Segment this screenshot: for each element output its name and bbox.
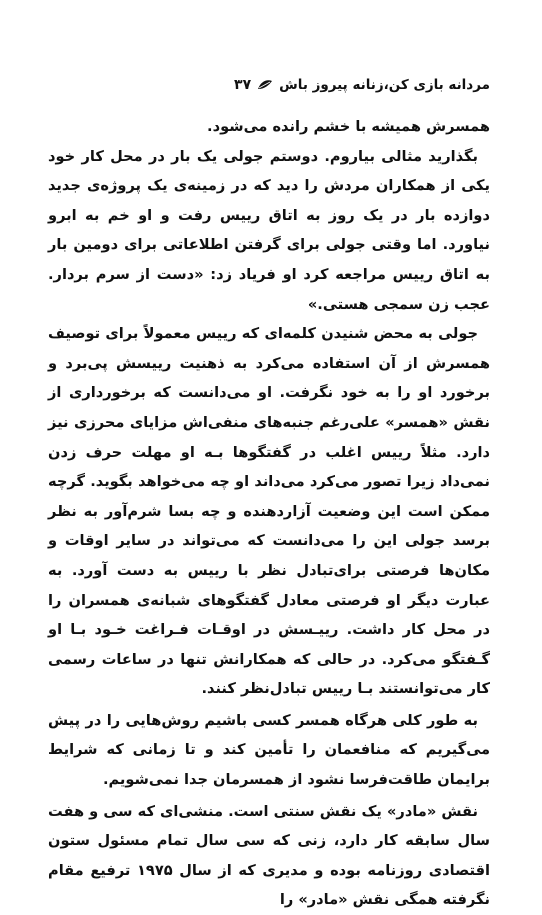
main-text — [48, 112, 490, 915]
paragraph-2: بگذارید مثالی بیاروم. دوستم جولی یک بار در محل کار خود یکی از همکاران مردش را دید که در زمینه‌ی یک پروژه‌ی جدید دوازده بار در یک روز به اتاق رییس رفت و او خم به ابرو نیاورد. اما وقتی جولی برای گرفتن اطلاعاتی برای دومین بار به اتاق رییس مراجعه کرد او فریاد زد: «دست از سرم بردار. عجب زن سمجی هستی.» — [48, 147, 490, 313]
paragraph-4: به طور کلی هرگاه همسر کسی باشیم روش‌هایی را در پیش می‌گیریم که منافعمان را تأمین کند و تا زمانی که شرایط برایمان طاقت‌فرسا نشود از همسرمان جدا نمی‌شویم. — [48, 711, 490, 789]
leaf-icon — [257, 79, 273, 91]
page-number: ۳۷ — [234, 77, 252, 93]
paragraph-1: همسرش همیشه با خشم رانده می‌شود. — [207, 118, 490, 135]
paragraph-5: نقش «مادر» یک نقش سنتی است. منشی‌ای که سی و هفت سال سابقه کار دارد، زنی که سی سال تمام مسئول ستون اقتصادی روزنامه بوده و مدیری که از سال ۱۹۷۵ ترفیع مقام نگرفته همگی نقش «مادر» را — [48, 802, 490, 909]
paragraph-3: جولی به محض شنیدن کلمه‌ای که رییس معمولاً برای توصیف همسرش از آن استفاده می‌کرد به ذهنیت رییسش پی‌برد و برخورد او را به خود نگرفت. او می‌دانست که برخورداری از نقش «همسر» علی‌رغم جنبه‌های منفی‌اش مزایای محرزی نیز دارد. مثلاً رییس اغلب در گفتگوها بـه او مهلت حرف زدن نمی‌داد زیرا تصور می‌کرد می‌داند او چه می‌خواهد بگوید. گرچه ممکن است این وضعیت آزاردهنده و چه بسا شرم‌آور به نظر برسد جولی این را می‌دانست که می‌تواند در سایر اوقات و مکان‌ها فرصتی برای‌تبادل نظر با رییس به دست آورد. به عبارت دیگر او فرصتی معادل گفتگوهای شبانه‌ی همسران را در محل کار داشت. رییـسش در اوقـات فـراغت خـود بـا او گـفتگو می‌کرد. در حالی که همکارانش تنها در ساعات رسمی کار می‌توانستند بـا رییس تبادل‌نظر کنند. — [48, 325, 490, 698]
running-header — [60, 74, 490, 96]
book-title: مردانه بازی کن،زنانه پیروز باش — [279, 77, 490, 93]
